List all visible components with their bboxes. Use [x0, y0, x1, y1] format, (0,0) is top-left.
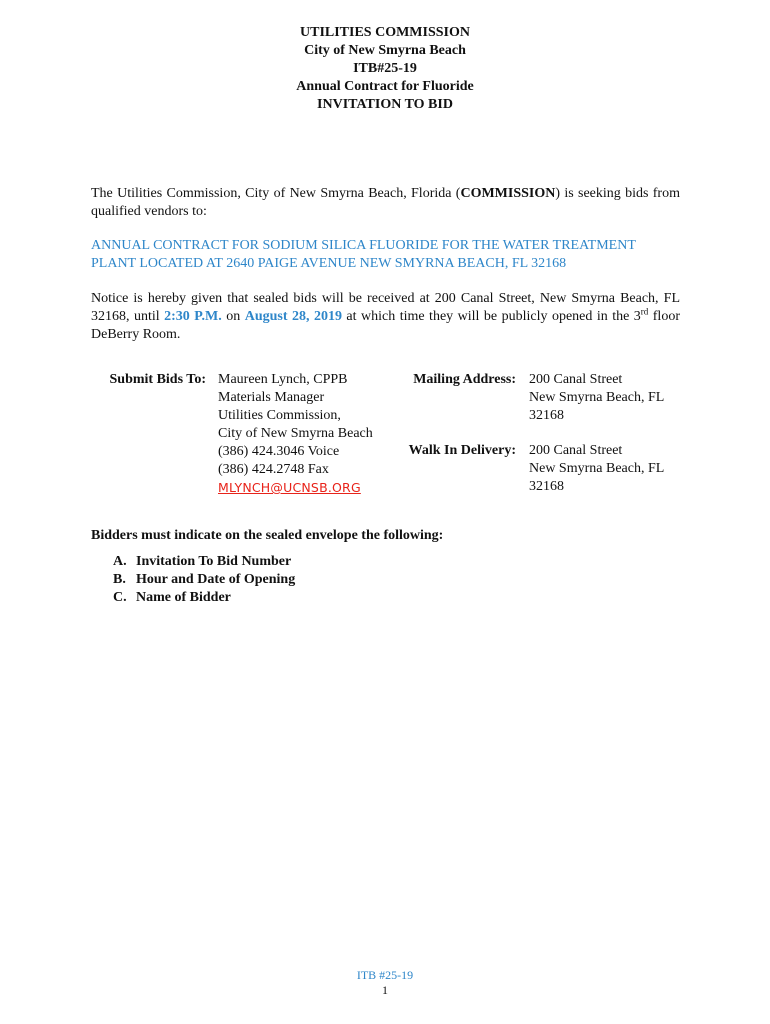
header-city: City of New Smyrna Beach [304, 43, 466, 58]
list-item-letter: C. [113, 590, 127, 605]
intro-bold-term: COMMISSION [460, 186, 556, 201]
instructions-heading: Bidders must indicate on the sealed envelope the following: [91, 528, 444, 543]
header-organization: UTILITIES COMMISSION [300, 25, 470, 40]
intro-text-before: The Utilities Commission, City of New Smyrna Beach, Florida ( [91, 186, 461, 201]
list-item-text: Name of Bidder [136, 590, 231, 605]
contract-title: ANNUAL CONTRACT FOR SODIUM SILICA FLUORIDE FOR THE WATER TREATMENT PLANT LOCATED AT 2640 PAIGE AVENUE NEW SMYRNA BEACH, FL 32168 [91, 238, 636, 271]
walk-in-address [529, 442, 664, 496]
list-item [113, 553, 295, 571]
list-item [113, 589, 295, 607]
document-header [0, 24, 770, 114]
mailing-zip: 32168 [529, 408, 564, 423]
mailing-city: New Smyrna Beach, FL [529, 390, 665, 405]
header-contract-name: Annual Contract for Fluoride [296, 79, 474, 94]
list-item-letter: B. [113, 572, 126, 587]
mailing-address-label: Mailing Address: [413, 372, 516, 387]
contact-fax: (386) 424.2748 Fax [218, 462, 329, 477]
list-item-text: Hour and Date of Opening [136, 572, 296, 587]
contact-city: City of New Smyrna Beach [218, 426, 373, 441]
submit-bids-label: Submit Bids To: [109, 372, 206, 387]
intro-text-after: ) is seeking bids from qualified vendors to: [91, 186, 680, 219]
walk-in-city: New Smyrna Beach, FL [529, 461, 665, 476]
intro-paragraph [91, 185, 680, 221]
page-number: 1 [382, 983, 388, 997]
footer-itb-number: ITB #25-19 [356, 968, 414, 982]
mailing-street: 200 Canal Street [529, 372, 623, 387]
header-document-type: INVITATION TO BID [317, 97, 453, 112]
list-item [113, 571, 295, 589]
list-item-text: Invitation To Bid Number [136, 554, 292, 569]
contact-organization: Utilities Commission, [218, 408, 341, 423]
header-itb-number: ITB#25-19 [353, 61, 417, 76]
contact-name: Maureen Lynch, CPPB [218, 372, 348, 387]
notice-text-1: Notice is hereby given that sealed bids will be received at 200 Canal Street, New Smyrna Beach, FL 32168, until [91, 291, 680, 324]
page-footer [0, 968, 770, 998]
notice-time: 2:30 P.M. [164, 309, 222, 324]
notice-date: August 28, 2019 [244, 309, 342, 324]
notice-superscript: rd [640, 306, 649, 317]
contact-email-link[interactable]: MLYNCH@UCNSB.ORG [218, 480, 361, 495]
notice-text-2: on [221, 309, 245, 324]
walk-in-delivery-label: Walk In Delivery: [408, 443, 516, 458]
instructions-list [113, 553, 295, 607]
walk-in-street: 200 Canal Street [529, 443, 623, 458]
list-item-letter: A. [113, 554, 127, 569]
mailing-address [529, 371, 664, 425]
walk-in-zip: 32168 [529, 479, 564, 494]
contact-phone: (386) 424.3046 Voice [218, 444, 340, 459]
submit-bids-contact [218, 371, 373, 498]
contact-title: Materials Manager [218, 390, 325, 405]
notice-text-4: floor DeBerry Room. [91, 309, 680, 342]
notice-text-3: at which time they will be publicly opened in the 3 [341, 309, 641, 324]
notice-paragraph [91, 290, 680, 344]
